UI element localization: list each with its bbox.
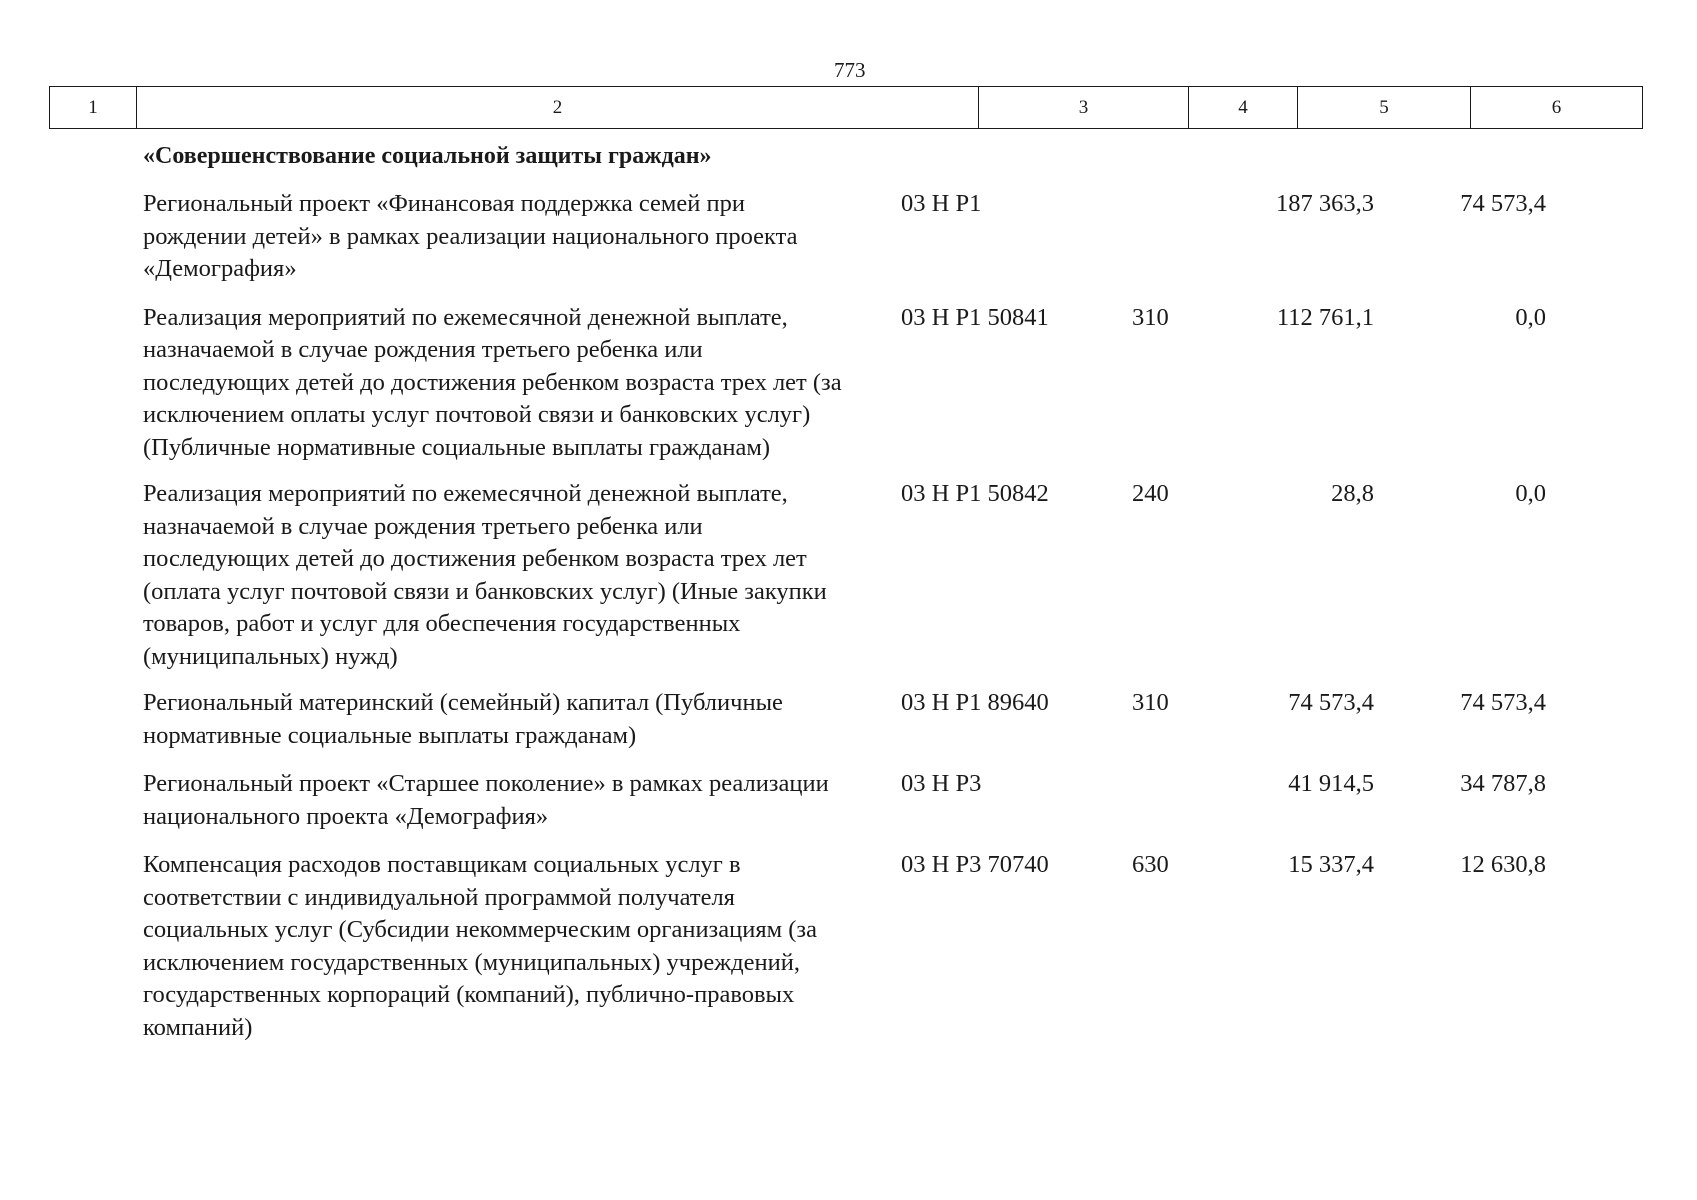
description-line: соответствии с индивидуальной программой получателя [143, 883, 735, 911]
description-line: Реализация мероприятий по ежемесячной денежной выплате, [143, 480, 788, 507]
description-line: государственных корпораций (компаний), публично-правовых [143, 981, 795, 1008]
amount-column-5: 112 761,1 [1276, 303, 1374, 331]
amount-column-5: 41 914,5 [1288, 770, 1374, 797]
amount-column-5: 28,8 [1331, 480, 1374, 507]
column-header-3: 3 [979, 87, 1189, 129]
description-line: последующих детей до достижения ребенком возраста трех лет [143, 545, 807, 572]
row-description [49, 768, 891, 833]
expense-type-code: 310 [1132, 689, 1169, 716]
description-line: «Демография» [143, 255, 297, 282]
row-description [49, 849, 891, 1044]
description-line: исключением оплаты услуг почтовой связи и банковских услуг) [143, 401, 811, 428]
target-code: 03 Н Р1 89640 [901, 689, 1049, 716]
row-description [49, 478, 891, 673]
row-description [49, 188, 891, 286]
column-header-row [50, 87, 1643, 129]
column-header-2: 2 [137, 87, 979, 129]
description-line: рождении детей» в рамках реализации национального проекта [143, 222, 798, 250]
amount-column-6: 0,0 [1515, 480, 1546, 507]
description-line: Региональный проект «Финансовая поддержка семей при [143, 190, 745, 217]
expense-type-code [1101, 188, 1210, 286]
amount-column-6: 12 630,8 [1460, 851, 1546, 878]
column-header-5: 5 [1298, 87, 1471, 129]
page-number: 773 [834, 58, 866, 82]
expense-type-code [1101, 768, 1210, 833]
description-line: Региональный материнский (семейный) капитал (Публичные [143, 689, 783, 716]
budget-rows [49, 188, 1644, 1044]
expense-type-code: 240 [1132, 480, 1169, 507]
target-code: 03 Н Р3 [901, 770, 982, 797]
amount-column-6: 74 573,4 [1460, 689, 1546, 716]
target-code: 03 Н Р1 50841 [901, 303, 1049, 331]
row-description [49, 302, 891, 465]
section-title: «Совершенствование социальной защиты граждан» [143, 143, 712, 169]
description-line: компаний) [143, 1013, 253, 1041]
amount-column-6: 74 573,4 [1460, 190, 1546, 217]
amount-column-6: 34 787,8 [1460, 770, 1546, 797]
description-line: (муниципальных) нужд) [143, 642, 398, 670]
column-header-4: 4 [1189, 87, 1298, 129]
description-line: назначаемой в случае рождения третьего ребенка или [143, 512, 703, 540]
table-row [49, 687, 1644, 752]
table-row [49, 478, 1644, 673]
description-line: исключением государственных (муниципальных) учреждений, [143, 948, 800, 976]
table-row [49, 768, 1644, 833]
description-line: назначаемой в случае рождения третьего ребенка или [143, 336, 703, 363]
description-line: Региональный проект «Старшее поколение» в рамках реализации [143, 770, 829, 797]
amount-column-5: 15 337,4 [1288, 851, 1374, 878]
amount-column-5: 187 363,3 [1276, 190, 1374, 217]
table-row [49, 849, 1644, 1044]
column-header-1: 1 [50, 87, 137, 129]
column-header-table [49, 86, 1643, 129]
column-header-6: 6 [1471, 87, 1643, 129]
amount-column-5: 74 573,4 [1288, 689, 1374, 716]
table-row [49, 302, 1644, 465]
description-line: нормативные социальные выплаты гражданам) [143, 721, 637, 749]
target-code: 03 Н Р1 50842 [901, 480, 1049, 507]
description-line: социальных услуг (Субсидии некоммерческим организациям (за [143, 916, 817, 943]
table-row [49, 188, 1644, 286]
description-line: товаров, работ и услуг для обеспечения государственных [143, 610, 741, 637]
description-line: последующих детей до достижения ребенком возраста трех лет (за [143, 368, 842, 396]
expense-type-code: 630 [1132, 851, 1169, 878]
description-line: национального проекта «Демография» [143, 802, 549, 830]
description-line: Реализация мероприятий по ежемесячной денежной выплате, [143, 303, 788, 331]
description-line: (Публичные нормативные социальные выплаты гражданам) [143, 433, 771, 461]
amount-column-6: 0,0 [1515, 303, 1546, 331]
target-code: 03 Н Р3 70740 [901, 851, 1049, 878]
description-line: Компенсация расходов поставщикам социальных услуг в [143, 851, 741, 878]
description-line: (оплата услуг почтовой связи и банковских услуг) (Иные закупки [143, 577, 827, 605]
row-description [49, 687, 891, 752]
target-code: 03 Н Р1 [901, 190, 982, 217]
expense-type-code: 310 [1132, 303, 1169, 331]
